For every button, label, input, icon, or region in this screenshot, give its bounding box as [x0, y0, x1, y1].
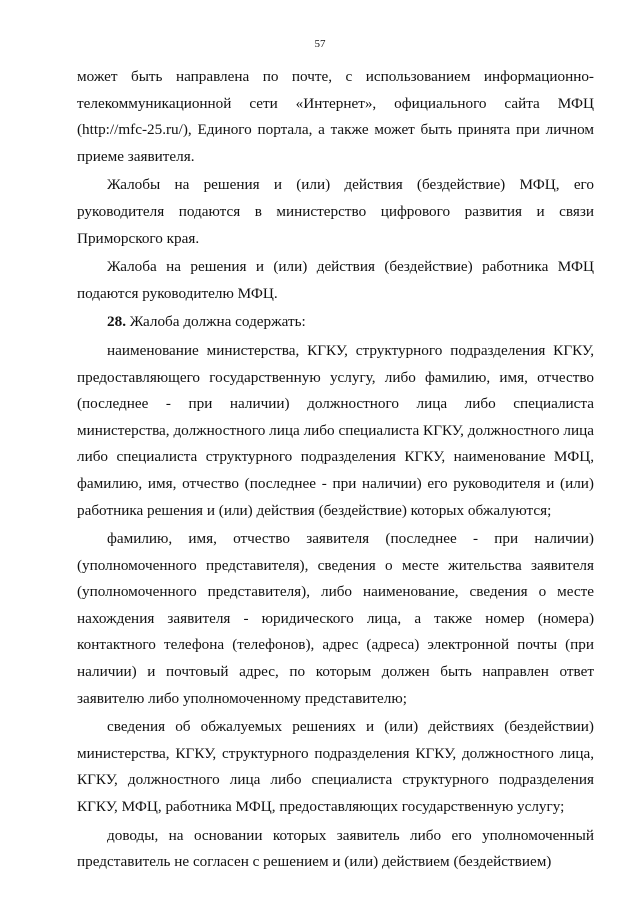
clause-number: 28. [107, 313, 126, 331]
paragraph-mfc-complaints: Жалобы на решения и (или) действия (бездействие) МФЦ, его руководителя подаются в министерство цифрового развития и связи Приморского края. [77, 176, 594, 247]
document-body [77, 64, 594, 876]
clause-heading: Жалоба должна содержать: [125, 313, 306, 331]
paragraph-arguments: доводы, на основании которых заявитель либо его уполномоченный представитель не согласен с решением и (или) действием (бездействием) [77, 826, 594, 871]
paragraph-applicant-details: фамилию, имя, отчество заявителя (последнее - при наличии) (уполномоченного представителя), сведения о месте жительства заявителя (уполномоченного представителя), либо наименование, сведения о месте нахождения заявителя - юридического лица, а также номер (номера) контактного телефона (телефонов), адрес (адреса) электронной почты (при наличии) и почтовый адрес, по которым должен быть направлен ответ заявителю либо уполномоченному представителю; [77, 530, 594, 707]
page-number: 57 [314, 38, 326, 50]
paragraph-authority-name: наименование министерства, КГКУ, структурного подразделения КГКУ, предоставляющего государственную услугу, либо фамилию, имя, отчество (последнее - при наличии) должностного лица либо специалиста министерства, должностного лица либо специалиста КГКУ, должностного лица либо специалиста структурного подразделения КГКУ, наименование МФЦ, фамилию, имя, отчество (последнее - при наличии) его руководителя и (или) работника решения и (или) действия (бездействие) которых обжалуются; [77, 341, 594, 519]
paragraph-complaint-channels: может быть направлена по почте, с использованием информационно-телекоммуникационной сети «Интернет», официального сайта МФЦ (http://mfc-25.ru/), Единого портала, а также может быть принята при личном приеме заявителя. [77, 68, 594, 165]
paragraph-clause-28 [77, 309, 594, 336]
paragraph-mfc-employee-complaints: Жалоба на решения и (или) действия (бездействие) работника МФЦ подаются руководителю МФЦ. [77, 258, 594, 302]
paragraph-appealed-decisions: сведения об обжалуемых решениях и (или) действиях (бездействии) министерства, КГКУ, структурного подразделения КГКУ, должностного лица, КГКУ, должностного лица либо специалиста структурного подразделения КГКУ, МФЦ, работника МФЦ, предоставляющих государственную услугу; [77, 718, 594, 816]
